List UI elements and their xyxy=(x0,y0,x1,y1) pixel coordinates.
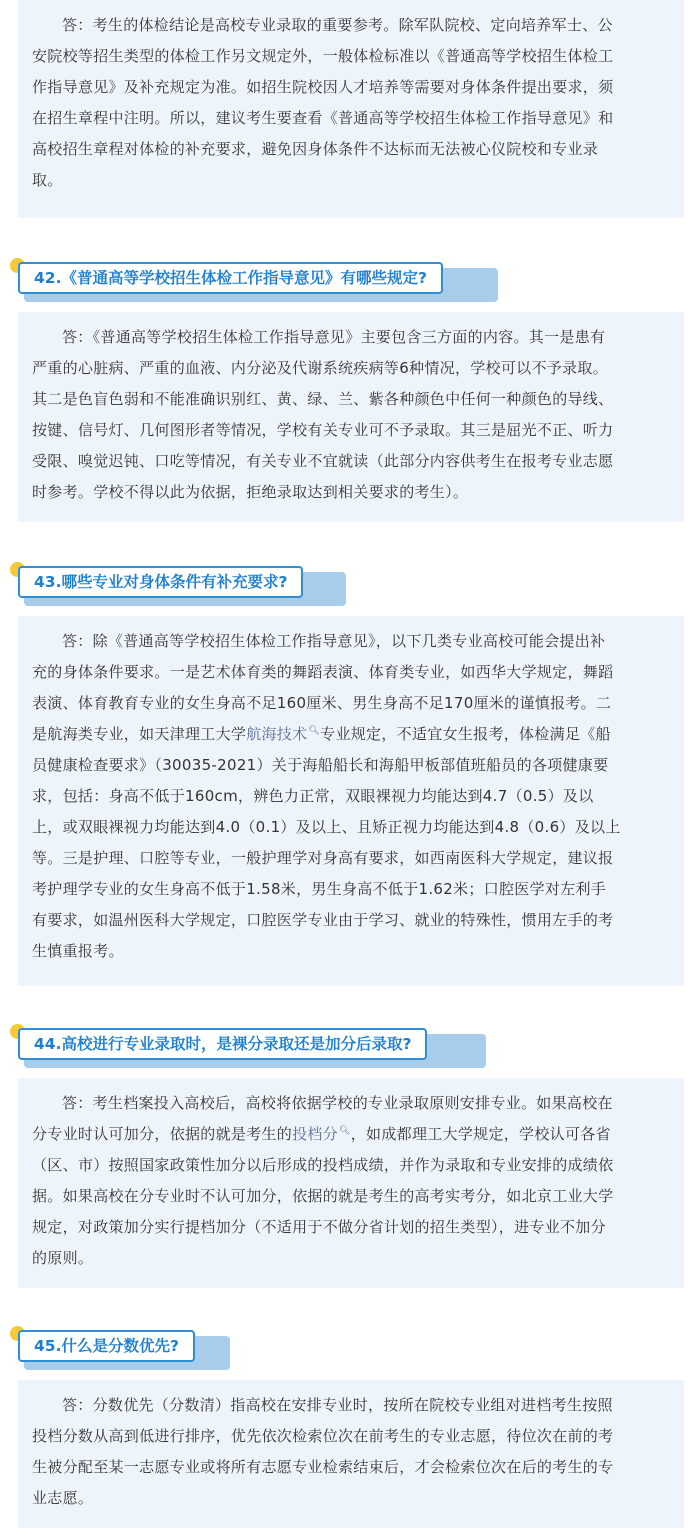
question-44-title: 44.高校进行专业录取时，是裸分录取还是加分后录取? xyxy=(18,1028,427,1060)
answer-44-text: 答：考生档案投入高校后，高校将依据学校的专业录取原则安排专业。如果高校在 分专业时认可加分，依据的就是考生的投档分🔍︎，如成都理工大学规定，学校认可各省 （区、市）按照国家政策性加分以后形成的投档成绩，并作为录取和专业安排的成绩依 据。如果高校在分专业时不认可加分，依据的就是考生的高考实考分，如北京工业大学 规定，对政策加分实行提档加分（不适用于不做分省计划的招生类型），进专业不加分 的原则。 xyxy=(32,1094,614,1267)
question-42-title: 42.《普通高等学校招生体检工作指导意见》有哪些规定? xyxy=(18,262,443,294)
question-45-title: 45.什么是分数优先? xyxy=(18,1330,195,1362)
link-toudang-fen[interactable]: 投档分 xyxy=(292,1125,339,1143)
answer-43-card xyxy=(18,616,684,986)
search-icon[interactable]: 🔍︎ xyxy=(308,726,321,736)
answer-45-text: 答：分数优先（分数清）指高校在安排专业时，按所在院校专业组对进档考生按照 投档分数从高到低进行排序，优先依次检索位次在前考生的专业志愿，待位次在前的考 生被分配至某一志愿专业或将所有志愿专业检索结束后，才会检索位次在后的考生的专 业志愿。 xyxy=(32,1396,614,1507)
answer-42-text: 答：《普通高等学校招生体检工作指导意见》主要包含三方面的内容。其一是患有 严重的心脏病、严重的血液、内分泌及代谢系统疾病等6种情况，学校可以不予录取。 其二是色盲色弱和不能准确识别红、黄、绿、兰、紫各种颜色中任何一种颜色的导线、 按键、信号灯、几何图形者等情况，学校有关专业可不予录取。其三是屈光不正、听力 受限、嗅觉迟钝、口吃等情况，有关专业不宜就读（此部分内容供考生在报考专业志愿 时参考。学校不得以此为依据，拒绝录取达到相关要求的考生）。 xyxy=(32,328,614,501)
search-icon[interactable]: 🔍︎ xyxy=(339,1126,351,1136)
answer-42-card xyxy=(18,312,684,522)
answer-41-text: 答：考生的体检结论是高校专业录取的重要参考。除军队院校、定向培养军士、公 安院校等招生类型的体检工作另文规定外，一般体检标准以《普通高等学校招生体检工 作指导意见》及补充规定为准。如招生院校因人才培养等需要对身体条件提出要求，须 在招生章程中注明。所以，建议考生要查看《普通高等学校招生体检工作指导意见》和 高校招生章程对体检的补充要求，避免因身体条件不达标而无法被心仪院校和专业录 取。 xyxy=(32,16,614,189)
answer-43-text: 答：除《普通高等学校招生体检工作指导意见》，以下几类专业高校可能会提出补 充的身体条件要求。一是艺术体育类的舞蹈表演、体育类专业，如西华大学规定，舞蹈 表演、体育教育专业的女生身高不足160厘米、男生身高不足170厘米的谨慎报考。二 是航海类专业，如天津理工大学航海技术🔍︎专业规定，不适宜女生报考，体检满足《船 员健康检查要求》（30035-2021）关于海船船长和海船甲板部值班船员的各项健康要 求，包括：身高不低于160cm，辨色力正常，双眼裸视力均能达到4.7（0.5）及以 上，或双眼裸视力均能达到4.0（0.1）及以上、且矫正视力均能达到4.8（0.6）及以上 等。三是护理、口腔等专业，一般护理学对身高有要求，如西南医科大学规定，建议报 考护理学专业的女生身高不低于1.58米，男生身高不低于1.62米；口腔医学对左利手 有要求，如温州医科大学规定，口腔医学专业由于学习、就业的特殊性，惯用左手的考 生慎重报考。 xyxy=(32,632,621,960)
link-hanghai-jishu[interactable]: 航海技术 xyxy=(246,725,308,743)
answer-45-card xyxy=(18,1380,684,1528)
answer-41-card xyxy=(18,0,684,218)
question-43-title: 43.哪些专业对身体条件有补充要求? xyxy=(18,566,303,598)
answer-44-card xyxy=(18,1078,684,1288)
